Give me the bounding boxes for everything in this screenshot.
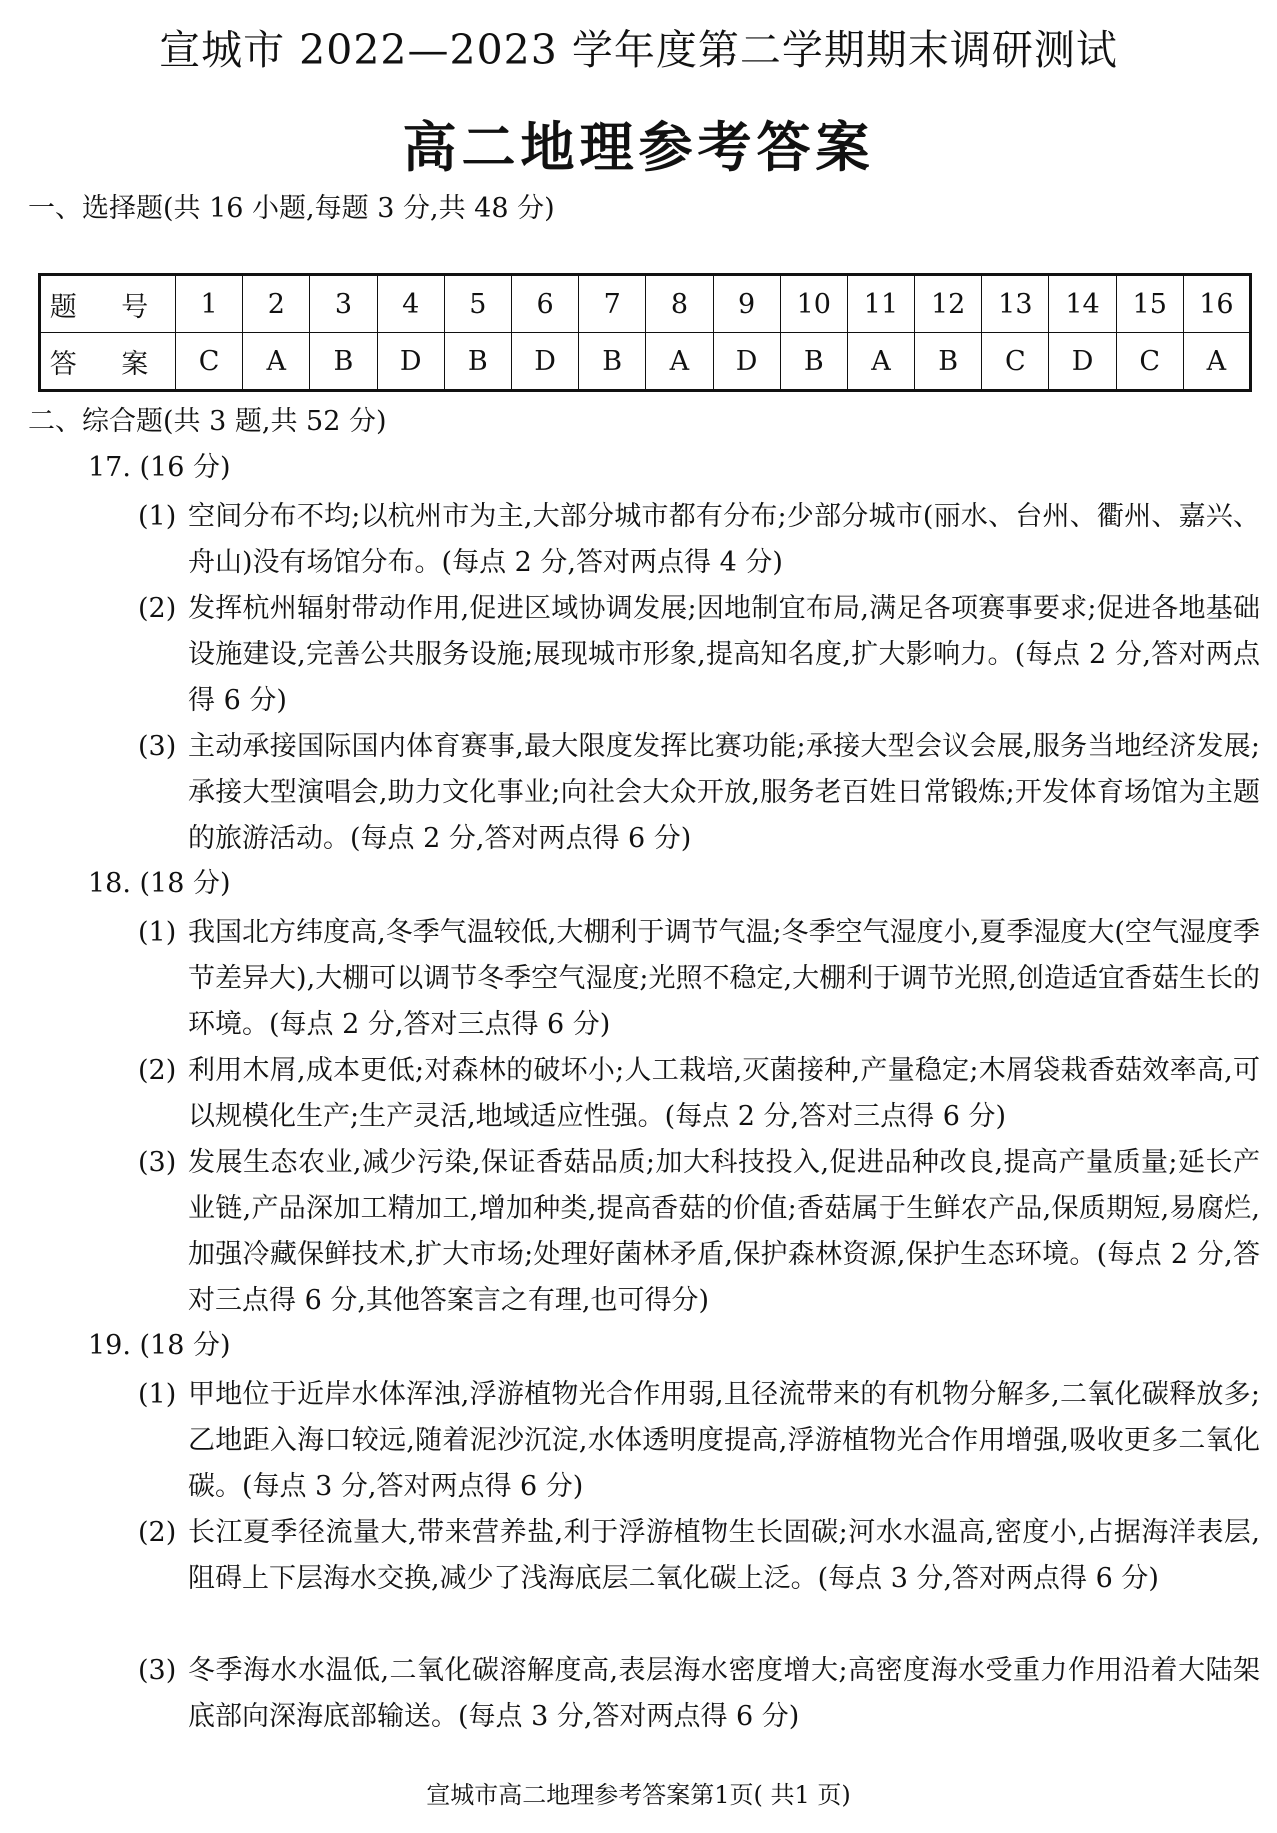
part-text: 发展生态农业,减少污染,保证香菇品质;加大科技投入,促进品种改良,提高产量质量;延长产业链,产品深加工精加工,增加种类,提高香菇的价值;香菇属于生鲜农产品,保质期短,易腐烂,加强冷藏保鲜技术,扩大市场;处理好菌林矛盾,保护森林资源,保护生态环境。(每点 2 分,答对三点得 6 分,其他答案言之有理,也可得分) [188, 1147, 1260, 1316]
answer-cell: B [915, 333, 982, 391]
question-number: 16 [1183, 275, 1250, 333]
question-number: 7 [579, 275, 646, 333]
question-17-label: 17. (16 分) [88, 452, 231, 483]
question-number: 1 [176, 275, 243, 333]
row-label-answer: 答 案 [40, 333, 176, 391]
answer-17-1 [138, 494, 1260, 586]
part-text: 空间分布不均;以杭州市为主,大部分城市都有分布;少部分城市(丽水、台州、衢州、嘉兴、舟山)没有场馆分布。(每点 2 分,答对两点得 4 分) [188, 501, 1260, 578]
part-text: 甲地位于近岸水体浑浊,浮游植物光合作用弱,且径流带来的有机物分解多,二氧化碳释放多;乙地距入海口较远,随着泥沙沉淀,水体透明度提高,浮游植物光合作用增强,吸收更多二氧化碳。(每点 3 分,答对两点得 6 分) [188, 1379, 1260, 1502]
answer-cell: B [310, 333, 377, 391]
question-18-label: 18. (18 分) [88, 868, 231, 899]
answer-19-3 [138, 1648, 1260, 1740]
part-number: (1) [138, 1379, 177, 1410]
answer-18-3 [138, 1140, 1260, 1324]
table-row-answers [40, 333, 1251, 391]
question-19-label: 19. (18 分) [88, 1330, 231, 1361]
question-number: 9 [713, 275, 780, 333]
answer-17-2 [138, 586, 1260, 724]
part-text: 主动承接国际国内体育赛事,最大限度发挥比赛功能;承接大型会议会展,服务当地经济发展;承接大型演唱会,助力文化事业;向社会大众开放,服务老百姓日常锻炼;开发体育场馆为主题的旅游活动。(每点 2 分,答对两点得 6 分) [188, 731, 1260, 854]
question-number: 8 [646, 275, 713, 333]
answer-cell: B [780, 333, 847, 391]
table-row-numbers [40, 275, 1251, 333]
answer-cell: C [1116, 333, 1183, 391]
answer-18-2 [138, 1048, 1260, 1140]
question-number: 11 [847, 275, 914, 333]
question-number: 10 [780, 275, 847, 333]
question-number: 3 [310, 275, 377, 333]
part-text: 冬季海水水温低,二氧化碳溶解度高,表层海水密度增大;高密度海水受重力作用沿着大陆架底部向深海底部输送。(每点 3 分,答对两点得 6 分) [188, 1655, 1260, 1732]
answer-cell: A [847, 333, 914, 391]
answer-17-3 [138, 724, 1260, 862]
answer-cell: B [579, 333, 646, 391]
question-number: 13 [982, 275, 1049, 333]
question-number: 5 [444, 275, 511, 333]
question-number: 2 [243, 275, 310, 333]
part-text: 利用木屑,成本更低;对森林的破坏小;人工栽培,灭菌接种,产量稳定;木屑袋栽香菇效率高,可以规模化生产;生产灵活,地域适应性强。(每点 2 分,答对三点得 6 分) [188, 1055, 1260, 1132]
question-number: 4 [377, 275, 444, 333]
exam-title: 宣城市 2022—2023 学年度第二学期期末调研测试 [159, 26, 1118, 74]
question-number: 12 [915, 275, 982, 333]
part-number: (1) [138, 501, 177, 532]
part-number: (1) [138, 917, 177, 948]
answer-19-1 [138, 1372, 1260, 1510]
page-footer: 宣城市高二地理参考答案第1页( 共1 页) [426, 1781, 851, 1809]
answer-cell: A [646, 333, 713, 391]
part-number: (3) [138, 731, 177, 762]
part-text: 发挥杭州辐射带动作用,促进区域协调发展;因地制宜布局,满足各项赛事要求;促进各地基础设施建设,完善公共服务设施;展现城市形象,提高知名度,扩大影响力。(每点 2 分,答对两点得 6 分) [188, 593, 1260, 716]
question-number: 14 [1049, 275, 1116, 333]
page-title: 高二地理参考答案 [402, 115, 875, 179]
part-number: (3) [138, 1655, 177, 1686]
answer-cell: D [713, 333, 780, 391]
answer-table [38, 273, 1252, 392]
answer-cell: A [1183, 333, 1250, 391]
answer-cell: D [377, 333, 444, 391]
section-heading-choice: 一、选择题(共 16 小题,每题 3 分,共 48 分) [28, 193, 555, 224]
answer-cell: C [176, 333, 243, 391]
part-text: 我国北方纬度高,冬季气温较低,大棚利于调节气温;冬季空气湿度小,夏季湿度大(空气湿度季节差异大),大棚可以调节冬季空气湿度;光照不稳定,大棚利于调节光照,创造适宜香菇生长的环境。(每点 2 分,答对三点得 6 分) [188, 917, 1260, 1040]
section-heading-comprehensive: 二、综合题(共 3 题,共 52 分) [28, 406, 387, 437]
question-number: 6 [511, 275, 578, 333]
answer-cell: B [444, 333, 511, 391]
part-text: 长江夏季径流量大,带来营养盐,利于浮游植物生长固碳;河水水温高,密度小,占据海洋表层,阻碍上下层海水交换,减少了浅海底层二氧化碳上泛。(每点 3 分,答对两点得 6 分) [188, 1517, 1260, 1594]
answer-cell: A [243, 333, 310, 391]
part-number: (3) [138, 1147, 177, 1178]
part-number: (2) [138, 1055, 177, 1086]
answer-19-2 [138, 1510, 1260, 1602]
part-number: (2) [138, 1517, 177, 1548]
answer-cell: D [1049, 333, 1116, 391]
row-label-number: 题 号 [40, 275, 176, 333]
answer-cell: C [982, 333, 1049, 391]
question-number: 15 [1116, 275, 1183, 333]
answer-cell: D [511, 333, 578, 391]
part-number: (2) [138, 593, 177, 624]
answer-18-1 [138, 910, 1260, 1048]
